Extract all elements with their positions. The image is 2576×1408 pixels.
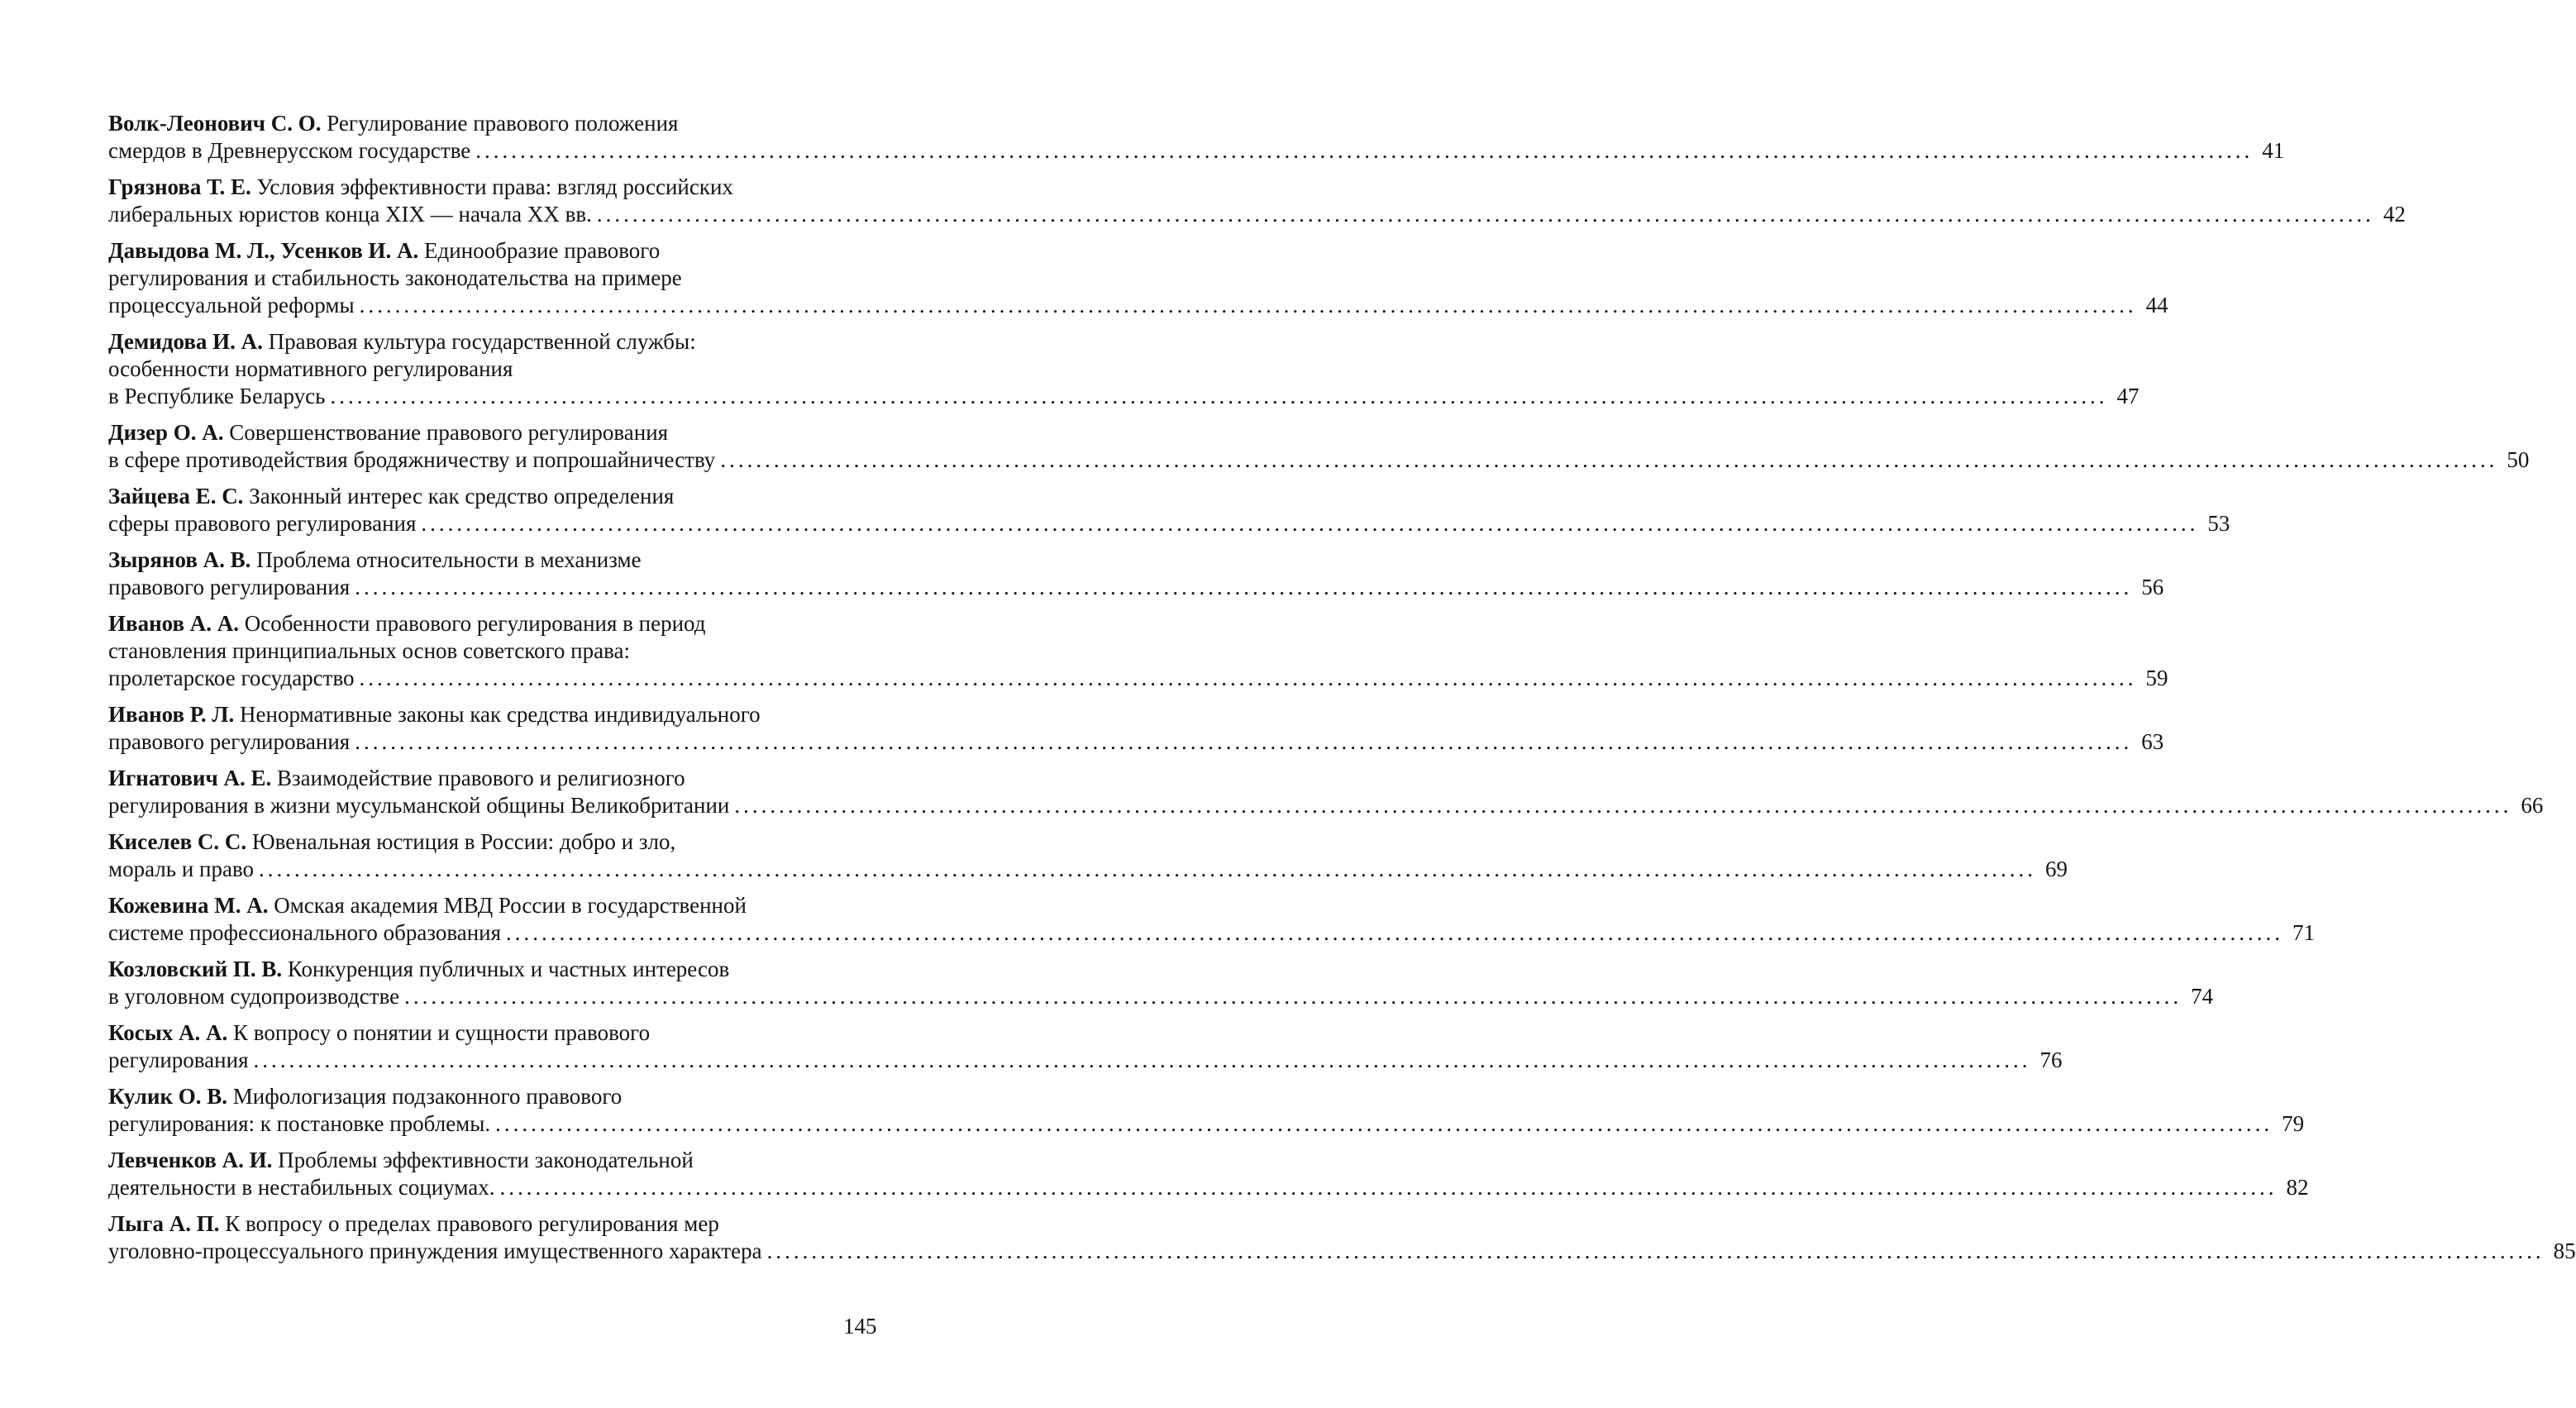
toc-entry-title-end: правового регулирования — [108, 575, 351, 599]
toc-entry[interactable] — [108, 237, 2168, 319]
leader-dots: ........................................................................................................................................................................................................ — [506, 920, 2284, 945]
toc-entry-title-end: в сфере противодействия бродяжничеству и попрошайничеству — [108, 447, 716, 472]
toc-entry[interactable] — [108, 956, 2214, 1010]
toc-entry-author: Игнатович А. Е. — [108, 766, 272, 790]
toc-entry-title-start: Регулирование правового положения — [327, 111, 679, 136]
toc-entry-author: Лыга А. П. — [108, 1211, 220, 1236]
toc-entry-last-line — [108, 856, 2068, 883]
toc-entry[interactable] — [108, 828, 2068, 883]
toc-entry-title-end: смердов в Древнерусском государстве — [108, 138, 471, 163]
toc-entry-first-line — [108, 1083, 886, 1110]
toc-entry-author: Дизер О. А. — [108, 420, 224, 445]
toc-entry-first-line — [108, 237, 886, 265]
leader-dots: ........................................................................................................................................................................................................ — [359, 666, 2137, 690]
toc-entry[interactable] — [108, 765, 2544, 819]
toc-entry-title-start: Мифологизация подзаконного правового — [232, 1084, 623, 1109]
toc-entry[interactable] — [108, 174, 2406, 228]
toc-entry-last-line — [108, 919, 2316, 947]
toc-entry-first-line — [108, 174, 886, 201]
toc-entry-page: 66 — [2521, 793, 2544, 818]
toc-entry[interactable] — [108, 1019, 2063, 1074]
toc-entry[interactable] — [108, 110, 2285, 165]
toc-entry[interactable] — [108, 1083, 2305, 1138]
leader-dots: ........................................................................................................................................................................................................ — [596, 202, 2374, 227]
toc-entry-author: Киселев С. С. — [108, 829, 247, 854]
toc-entry-page: 56 — [2141, 575, 2164, 599]
toc-entry-title-start: Ненормативные законы как средства индивидуального — [240, 702, 761, 727]
toc-entry-first-line — [108, 483, 886, 510]
toc-entry-page: 85 — [2553, 1239, 2576, 1263]
leader-dots: ........................................................................................................................................................................................................ — [253, 1048, 2031, 1072]
toc-entry-last-line — [108, 983, 2214, 1010]
toc-entry-last-line — [108, 1238, 2576, 1265]
toc-entry-last-line — [108, 574, 2164, 601]
toc-entry-title-continued: регулирования и стабильность законодательства на примере — [108, 265, 682, 290]
toc-entry-page: 74 — [2191, 984, 2214, 1009]
toc-entry-page: 82 — [2286, 1175, 2309, 1200]
toc-entry[interactable] — [108, 610, 2168, 692]
leader-dots: ........................................................................................................................................................................................................ — [720, 447, 2498, 472]
toc-entry-first-line — [108, 110, 886, 137]
toc-entry-page: 50 — [2507, 447, 2530, 472]
toc-entry[interactable] — [108, 701, 2164, 756]
leader-dots: ........................................................................................................................................................................................................ — [499, 1175, 2278, 1200]
leader-dots: ........................................................................................................................................................................................................ — [355, 729, 2133, 754]
toc-entry-title-start: Взаимодействие правового и религиозного — [276, 766, 685, 790]
toc-entry-page: 69 — [2045, 857, 2068, 881]
leader-dots: ........................................................................................................................................................................................................ — [475, 138, 2254, 163]
toc-entry-author: Косых А. А. — [108, 1020, 228, 1045]
leader-dots: ........................................................................................................................................................................................................ — [330, 384, 2108, 408]
table-of-contents — [108, 110, 2576, 1274]
toc-entry-author: Волк-Леонович С. О. — [108, 111, 322, 136]
toc-entry-first-line — [108, 1210, 886, 1238]
leader-dots: ........................................................................................................................................................................................................ — [766, 1239, 2545, 1263]
toc-entry-title-start: Совершенствование правового регулирования — [229, 420, 669, 445]
toc-entry-title-end: в Республике Беларусь — [108, 384, 326, 408]
toc-entry-first-line — [108, 610, 886, 637]
toc-entry-title-start: Особенности правового регулирования в период — [244, 611, 706, 636]
toc-entry-title-end: либеральных юристов конца XIX — начала XX вв. — [108, 202, 592, 227]
toc-entry-first-line — [108, 546, 886, 574]
toc-entry-first-line — [108, 1019, 886, 1047]
toc-entry-first-line — [108, 701, 886, 728]
toc-entry-first-line — [108, 892, 886, 919]
toc-entry-author: Иванов Р. Л. — [108, 702, 235, 727]
toc-entry-last-line — [108, 728, 2164, 756]
leader-dots: ........................................................................................................................................................................................................ — [355, 575, 2133, 599]
toc-entry-title-end: процессуальной реформы — [108, 293, 355, 317]
toc-entry[interactable] — [108, 483, 2230, 537]
toc-entry-title-start: Проблемы эффективности законодательной — [278, 1148, 694, 1172]
toc-entry-author: Левченков А. И. — [108, 1148, 273, 1172]
leader-dots: ........................................................................................................................................................................................................ — [495, 1111, 2273, 1136]
toc-entry-author: Козловский П. В. — [108, 957, 283, 981]
toc-entry-title-start: Условия эффективности права: взгляд российских — [256, 174, 733, 199]
toc-entry-page: 79 — [2282, 1111, 2305, 1136]
toc-entry-title-start: Проблема относительности в механизме — [256, 547, 642, 572]
toc-entry-page: 53 — [2207, 511, 2230, 536]
toc-entry-page: 59 — [2145, 666, 2168, 690]
leader-dots: ........................................................................................................................................................................................................ — [404, 984, 2182, 1009]
toc-entry-page: 47 — [2116, 384, 2140, 408]
toc-entry[interactable] — [108, 419, 2530, 474]
toc-entry-title-end: в уголовном судопроизводстве — [108, 984, 400, 1009]
toc-entry-author: Зырянов А. В. — [108, 547, 251, 572]
toc-entry-author: Зайцева Е. С. — [108, 484, 244, 508]
toc-entry-first-line — [108, 765, 886, 792]
toc-entry-title-end: регулирования: к постановке проблемы. — [108, 1111, 491, 1136]
toc-entry-author: Давыдова М. Л., Усенков И. А. — [108, 238, 419, 263]
toc-entry-title-start: К вопросу о понятии и сущности правового — [233, 1020, 651, 1045]
page-number: 145 — [843, 1314, 877, 1339]
toc-entry-title-start: Правовая культура государственной службы: — [268, 329, 696, 354]
toc-entry-author: Иванов А. А. — [108, 611, 240, 636]
toc-entry-last-line — [108, 1047, 2063, 1074]
toc-entry-last-line — [108, 792, 2544, 819]
toc-entry-last-line — [108, 1110, 2305, 1138]
leader-dots: ........................................................................................................................................................................................................ — [734, 793, 2512, 818]
toc-entry-last-line — [108, 383, 2140, 410]
toc-entry-last-line — [108, 201, 2406, 228]
leader-dots: ........................................................................................................................................................................................................ — [359, 293, 2137, 317]
toc-entry[interactable] — [108, 546, 2164, 601]
toc-entry[interactable] — [108, 1147, 2309, 1201]
toc-entry-last-line — [108, 292, 2168, 319]
toc-entry-page: 41 — [2262, 138, 2285, 163]
toc-entry-title-start: Законный интерес как средство определения — [249, 484, 675, 508]
toc-entry-title-start: К вопросу о пределах правового регулирования мер — [225, 1211, 719, 1236]
toc-entry-page: 76 — [2039, 1048, 2063, 1072]
toc-entry-title-end: сферы правового регулирования — [108, 511, 417, 536]
toc-entry-author: Демидова И. А. — [108, 329, 263, 354]
toc-entry-last-line — [108, 1174, 2309, 1201]
leader-dots: ........................................................................................................................................................................................................ — [259, 857, 2037, 881]
toc-entry-title-end: системе профессионального образования — [108, 920, 502, 945]
toc-entry-first-line — [108, 328, 886, 356]
toc-entry-page: 42 — [2383, 202, 2406, 227]
toc-entry-page: 44 — [2145, 293, 2168, 317]
toc-entry-page: 63 — [2141, 729, 2164, 754]
toc-entry-page: 71 — [2292, 920, 2316, 945]
toc-entry-last-line — [108, 510, 2230, 537]
toc-entry-title-end: регулирования — [108, 1048, 249, 1072]
toc-entry-title-end: деятельности в нестабильных социумах. — [108, 1175, 495, 1200]
toc-entry[interactable] — [108, 328, 2140, 410]
toc-entry-first-line — [108, 828, 886, 856]
toc-entry-first-line — [108, 1147, 886, 1174]
toc-entry-last-line — [108, 446, 2530, 474]
toc-entry-title-end: правового регулирования — [108, 729, 351, 754]
toc-entry-title-start: Конкуренция публичных и частных интересов — [287, 957, 730, 981]
toc-entry-first-line — [108, 419, 886, 446]
toc-entry-title-end: регулирования в жизни мусульманской общины Великобритании — [108, 793, 730, 818]
leader-dots: ........................................................................................................................................................................................................ — [421, 511, 2199, 536]
toc-entry-author: Кожевина М. А. — [108, 893, 269, 918]
toc-entry[interactable] — [108, 892, 2316, 947]
toc-entry-last-line — [108, 665, 2168, 692]
toc-entry-title-end: мораль и право — [108, 857, 255, 881]
toc-entry-title-start: Ювенальная юстиция в России: добро и зло, — [251, 829, 676, 854]
toc-entry-first-line — [108, 956, 886, 983]
toc-entry-title-continued: становления принципиальных основ советского права: — [108, 638, 630, 663]
toc-entry[interactable] — [108, 1210, 2576, 1265]
toc-entry-title-end: уголовно-процессуального принуждения имущественного характера — [108, 1239, 762, 1263]
toc-entry-title-start: Омская академия МВД России в государственной — [274, 893, 747, 918]
toc-entry-title-continued: особенности нормативного регулирования — [108, 356, 513, 381]
toc-entry-title-start: Единообразие правового — [424, 238, 661, 263]
toc-entry-title-end: пролетарское государство — [108, 666, 355, 690]
toc-entry-author: Грязнова Т. Е. — [108, 174, 251, 199]
toc-entry-author: Кулик О. В. — [108, 1084, 228, 1109]
toc-entry-last-line — [108, 137, 2285, 165]
